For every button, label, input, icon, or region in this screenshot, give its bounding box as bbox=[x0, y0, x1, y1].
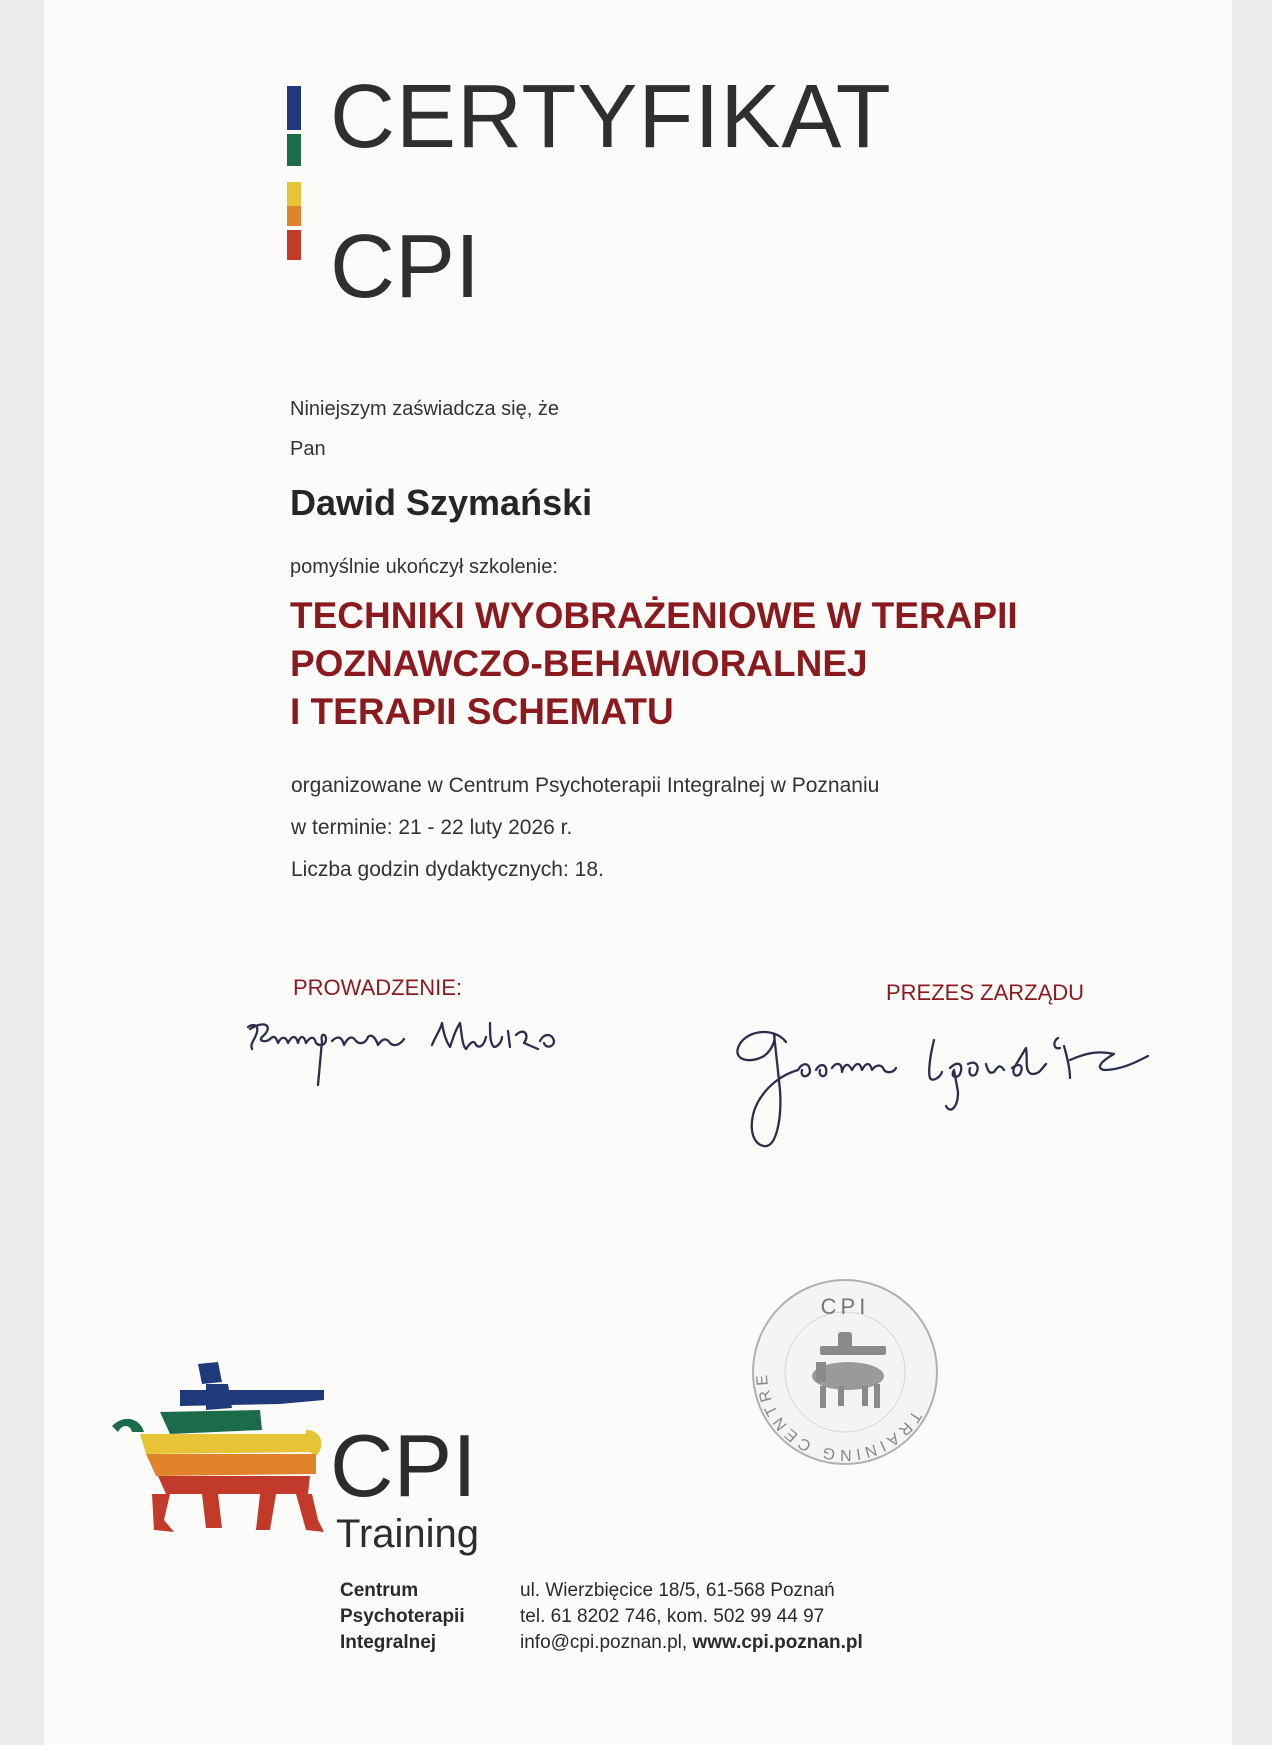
organization-name-line: Psychoterapii bbox=[340, 1606, 465, 1627]
stamp-ring-text: TRAINING CENTRE bbox=[753, 1370, 925, 1464]
color-bar-orange bbox=[287, 206, 301, 226]
hours-text: Liczba godzin dydaktycznych: 18. bbox=[291, 858, 604, 881]
term-text: w terminie: 21 - 22 luty 2026 r. bbox=[291, 816, 573, 839]
training-centre-stamp bbox=[750, 1272, 940, 1472]
organization-name-line: Integralnej bbox=[340, 1632, 437, 1653]
course-title-line: I TERAPII SCHEMATU bbox=[290, 691, 674, 732]
certificate-title: CERTYFIKAT bbox=[330, 67, 892, 167]
instructor-label: PROWADZENIE: bbox=[293, 975, 463, 1000]
address-line: ul. Wierzbięcice 18/5, 61-568 Poznań bbox=[520, 1580, 835, 1601]
organization-name-line: Centrum bbox=[340, 1580, 419, 1601]
contact-info bbox=[520, 1578, 863, 1656]
color-bar-red bbox=[287, 230, 301, 260]
intro-text: Niniejszym zaświadcza się, że bbox=[290, 398, 559, 420]
salutation-text: Pan bbox=[290, 438, 326, 460]
completed-text: pomyślnie ukończył szkolenie: bbox=[290, 556, 558, 578]
president-label: PREZES ZARZĄDU bbox=[886, 980, 1085, 1005]
color-bar-blue bbox=[287, 86, 301, 130]
instructor-signature bbox=[240, 1005, 630, 1115]
email-link[interactable]: info@cpi.poznan.pl, bbox=[520, 1632, 693, 1653]
course-title-line: TECHNIKI WYOBRAŻENIOWE W TERAPII bbox=[290, 595, 1018, 636]
course-title bbox=[290, 592, 1190, 736]
color-bar-yellow bbox=[287, 182, 301, 206]
website-link[interactable]: www.cpi.poznan.pl bbox=[692, 1632, 863, 1653]
color-bar bbox=[287, 86, 301, 278]
color-bar-green bbox=[287, 134, 301, 166]
logo-training-text: Training bbox=[336, 1512, 480, 1556]
organization-name bbox=[340, 1578, 465, 1656]
course-title-line: POZNAWCZO-BEHAWIORALNEJ bbox=[290, 643, 868, 684]
organized-text: organizowane w Centrum Psychoterapii Integralnej w Poznaniu bbox=[291, 774, 880, 797]
logo-cpi-text: CPI bbox=[330, 1416, 477, 1515]
certificate-page bbox=[44, 0, 1232, 1745]
email-web-line bbox=[520, 1630, 863, 1656]
recipient-name: Dawid Szymański bbox=[290, 482, 593, 523]
phone-line: tel. 61 8202 746, kom. 502 99 44 97 bbox=[520, 1606, 825, 1627]
president-signature bbox=[724, 1020, 1214, 1160]
certificate-subtitle: CPI bbox=[330, 217, 481, 317]
stamp-cpi-text: CPI bbox=[820, 1294, 870, 1319]
